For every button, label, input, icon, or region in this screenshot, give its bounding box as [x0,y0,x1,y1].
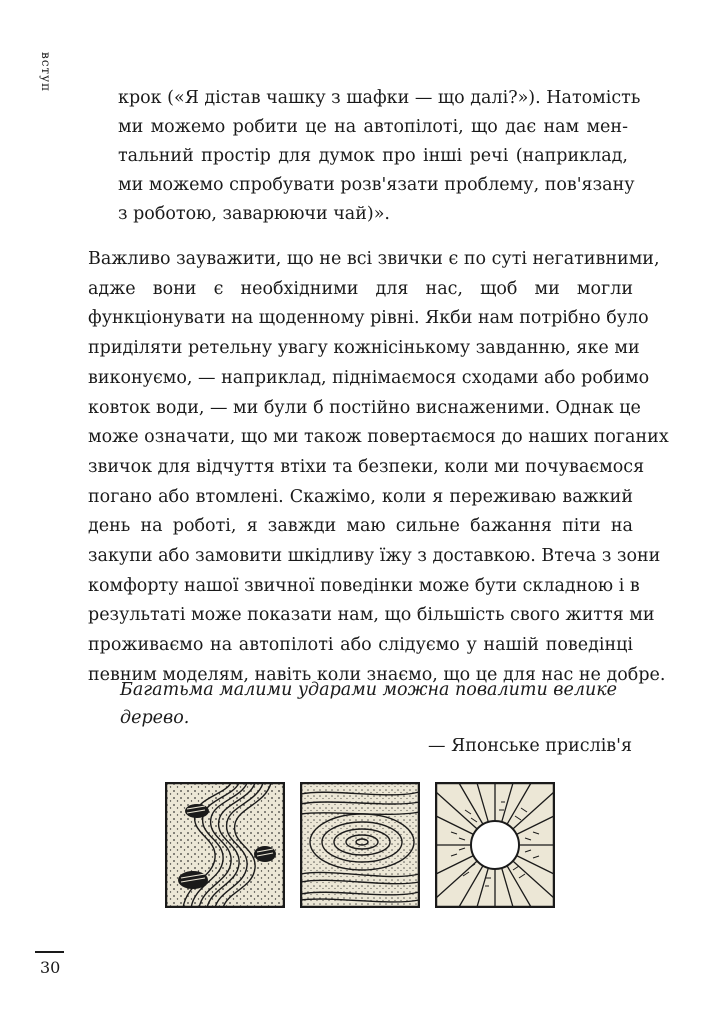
body-line: звичок для відчуття втіхи та безпеки, коли ми почуваємося [88,456,645,477]
quote-line: тальний простір для думок про інші речі (наприклад, [118,146,628,166]
page-number-rule [35,951,64,953]
body-line: проживаємо на автопілоті або слідуємо у нашій поведінці [88,635,633,656]
illustration-row [165,782,555,908]
body-line: адже вони є необхідними для нас, щоб ми могли [88,278,633,299]
body-line: закупи або замовити шкідливу їжу з доставкою. Втеча з зони [88,546,661,567]
quote-line: крок («Я дістав чашку з шафки — що далі?»). Натомість [118,88,641,108]
quote-line: ми можемо спробувати розв'язати проблему, пов'язану [118,175,635,195]
body-line: ковток води, — ми були б постійно виснаженими. Однак це [88,397,641,418]
quote-line: ми можемо робити це на автопілоті, що дає нам мен- [118,117,628,137]
proverb-source: — Японське прислів'я [428,736,632,756]
quote-continuation [118,84,641,229]
body-line: Важливо зауважити, що не всі звички є по суті негативними, [88,249,660,269]
page-number: 30 [40,958,61,977]
body-line: погано або втомлені. Скажімо, коли я переживаю важкий [88,486,633,507]
body-line: може означати, що ми також повертаємося до наших поганих [88,427,669,448]
body-line: результаті може показати нам, що більшість свого життя ми [88,605,655,626]
epigraph [120,676,632,760]
body-line: приділяти ретельну увагу кожнісінькому завданню, яке ми [88,338,640,359]
body-line: виконуємо, — наприклад, піднімаємося сходами або робимо [88,367,650,388]
ripple-tile-icon [300,782,420,908]
sun-tile-icon [435,782,555,908]
body-line: комфорту нашої звичної поведінки може бути складною і в [88,575,640,596]
river-tile-icon [165,782,285,908]
quote-line: з роботою, заварюючи чай)». [118,204,390,224]
proverb-text: Багатьма малими ударами можна повалити велике дерево. [120,680,618,728]
body-paragraph [88,245,669,691]
body-line: певним моделям, навіть коли знаємо, що це для нас не добре. [88,664,666,685]
body-line: функціонувати на щоденному рівні. Якби нам потрібно було [88,308,649,329]
running-head: вступ [39,52,53,93]
body-line: день на роботі, я завжди маю сильне бажання піти на [88,516,633,537]
